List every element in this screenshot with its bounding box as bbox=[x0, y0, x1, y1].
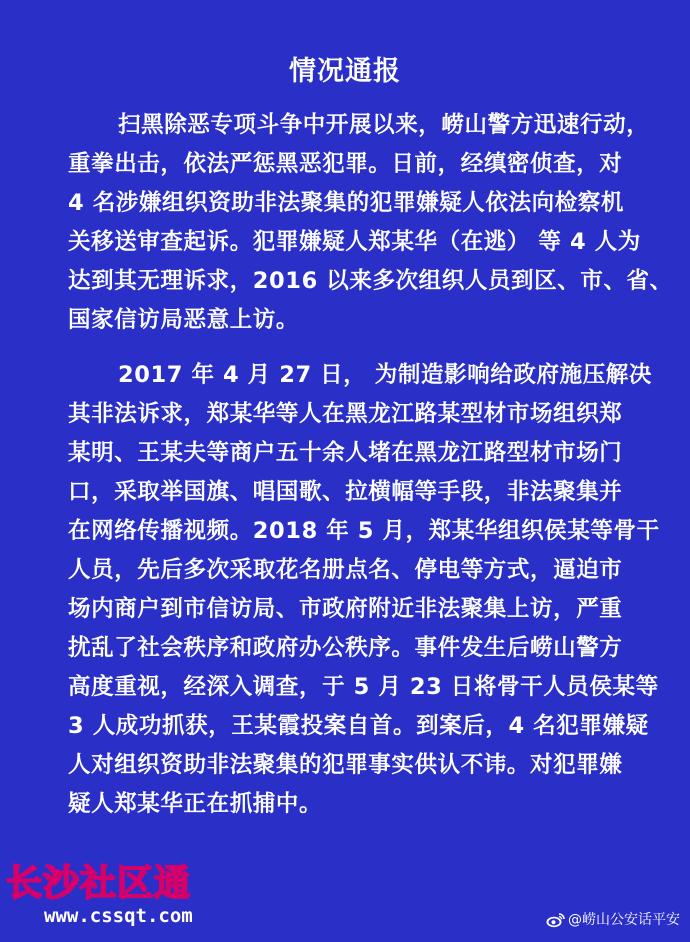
body-line: 场内商户到市信访局、市政府附近非法聚集上访，严重 bbox=[68, 596, 623, 622]
body-line: 关移送审查起诉。犯罪嫌疑人郑某华（在逃） 等 4 人为 bbox=[68, 229, 641, 255]
weibo-source[interactable] bbox=[546, 910, 680, 930]
body-line: 重拳出击，依法严惩黑恶犯罪。日前，经缜密侦查，对 bbox=[68, 151, 623, 177]
body-line: 口，采取举国旗、唱国歌、拉横幅等手段，非法聚集并 bbox=[68, 479, 623, 505]
weibo-account: @崂山公安话平安 bbox=[568, 912, 680, 928]
body-line: 人对组织资助非法聚集的犯罪事实供认不讳。对犯罪嫌 bbox=[68, 752, 623, 778]
body-line: 扫黑除恶专项斗争中开展以来，崂山警方迅速行动， bbox=[118, 112, 650, 138]
watermark-site-name: 长沙社区通 bbox=[6, 863, 192, 904]
body-line: 2017 年 4 月 27 日， 为制造影响给政府施压解决 bbox=[118, 362, 652, 388]
body-line: 人员，先后多次采取花名册点名、停电等方式，逼迫市 bbox=[68, 557, 623, 583]
watermark-url: www.cssqt.com bbox=[44, 905, 193, 927]
body-line: 国家信访局恶意上访。 bbox=[68, 307, 300, 333]
body-line: 4 名涉嫌组织资助非法聚集的犯罪嫌疑人依法向检察机 bbox=[68, 190, 624, 216]
body-line: 高度重视，经深入调查，于 5 月 23 日将骨干人员侯某等 bbox=[68, 674, 659, 700]
notice-title: 情况通报 bbox=[289, 56, 401, 87]
body-line: 在网络传播视频。2018 年 5 月，郑某华组织侯某等骨干 bbox=[68, 518, 660, 544]
body-line: 疑人郑某华正在抓捕中。 bbox=[68, 791, 323, 817]
body-line: 3 人成功抓获，王某霞投案自首。到案后，4 名犯罪嫌疑 bbox=[68, 713, 649, 739]
weibo-icon bbox=[546, 912, 566, 928]
body-line: 其非法诉求，郑某华等人在黑龙江路某型材市场组织郑 bbox=[68, 401, 623, 427]
body-line: 扰乱了社会秩序和政府办公秩序。事件发生后崂山警方 bbox=[68, 635, 623, 661]
body-line: 达到其无理诉求，2016 以来多次组织人员到区、市、省、 bbox=[68, 268, 673, 294]
body-line: 某明、王某夫等商户五十余人堵在黑龙江路型材市场门 bbox=[68, 440, 623, 466]
